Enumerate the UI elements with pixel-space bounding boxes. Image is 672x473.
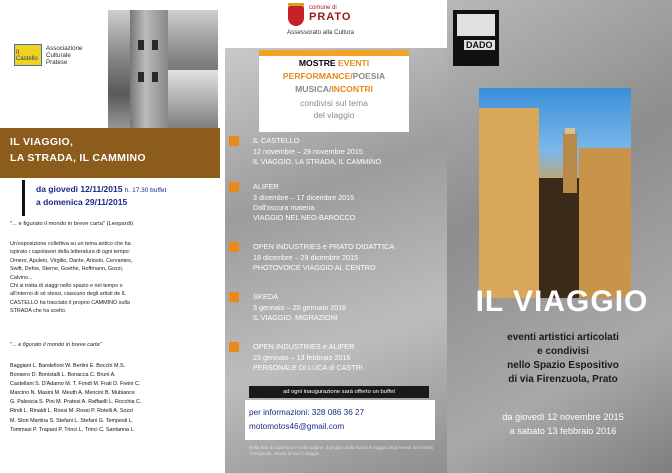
body-line: Un'esposizione collettiva su un tema antico che ha	[10, 241, 131, 247]
event-time: h. 17.30 buffet	[124, 187, 167, 194]
date-accent-bar	[22, 180, 25, 216]
info-email-link[interactable]: motomotos46@gmail.com	[249, 422, 345, 431]
event-extra: VIAGGIO NEL NEO-BAROCCO	[253, 213, 356, 222]
promo-word: POESIA	[352, 71, 386, 81]
prato-header	[225, 0, 447, 48]
logo-label: Il Castello	[16, 50, 38, 62]
right-line-3: nello Spazio Espositivo	[507, 360, 619, 371]
photo-tower-shape	[130, 10, 168, 130]
right-date-from: da giovedì 12 novembre 2015	[502, 412, 624, 422]
assoc-line-3: Pratese	[46, 59, 68, 66]
artist-names	[10, 362, 220, 435]
street-photo-color	[479, 88, 631, 298]
right-date-to: a sabato 13 febbraio 2016	[509, 426, 617, 436]
promo-word-accent: INCONTRI	[331, 84, 373, 94]
promo-word-accent: EVENTI	[338, 58, 370, 68]
event-marker	[229, 182, 239, 192]
promo-word: MOSTRE	[298, 58, 339, 68]
names-line: M. Stori Martina S. Stefani L. Stefani G. Tempesti L.	[10, 417, 134, 424]
names-line: Tommasi P. Trapani P. Trinci L. Trinci C. Santanna L.	[10, 426, 136, 433]
event-title: IL CASTELLO	[253, 136, 300, 145]
leopardi-quote: "... e figurato il mondo in breve carta" (Leopardi)	[10, 221, 134, 227]
event-subtitle: IL VIAGGIO, LA STRADA, IL CAMMINO	[253, 157, 382, 166]
association-name	[46, 45, 82, 66]
photo-window	[152, 72, 158, 82]
body-line: STRADA che ha scelto.	[10, 308, 67, 315]
left-title-line-2: LA STRADA, IL CAMMINO	[10, 152, 146, 164]
event-subtitle: IL VIAGGIO, MIGRAZIONI	[253, 313, 338, 322]
body-line: all'interno di sé stessi, ciascuno degli artisti de IL	[10, 291, 127, 298]
left-panel	[0, 0, 225, 473]
promo-line-4: condivisi sul tema	[300, 98, 368, 108]
body-line: Swift, Defoe, Sterne, Goethe, Hoffmann, Gozzi,	[10, 266, 124, 273]
castello-logo-icon	[14, 44, 42, 66]
event-title: OPEN INDUSTRIES e ALIFER	[253, 342, 355, 351]
event-marker	[229, 242, 239, 252]
promo-line-5: del viaggio	[313, 110, 355, 120]
city-name: PRATO	[309, 11, 352, 23]
photo-window	[138, 40, 144, 50]
promo-accent-bar	[259, 50, 409, 56]
event-title: SKEDA	[253, 292, 279, 301]
photo-window	[138, 72, 144, 82]
promo-line-2	[259, 71, 409, 81]
dado-cube-logo	[453, 10, 499, 66]
promo-box	[259, 50, 409, 132]
event-subtitle: PERSONALE DI LUCA di CASTRI	[253, 363, 363, 372]
event-subtitle: Dall'oscura materia	[253, 203, 315, 212]
event-title: ALIFER	[253, 182, 279, 191]
photo-shadow	[539, 178, 579, 298]
left-subhead: "... e figurato il mondo in breve carta"	[10, 342, 102, 348]
middle-panel	[225, 0, 447, 473]
footnote: Nella foto di copertina e nelle pagine, il gruppo della rivista il viaggio degli eventi del vestivi. Torregarde, strada di san il viaggio	[249, 445, 435, 456]
right-line-1: eventi artistici articolati	[507, 332, 619, 343]
right-line-2: e condivisi	[537, 346, 589, 357]
names-line: Castellani S. D'Adamo M. T. Fondi M. Frati D. Freini C.	[10, 381, 141, 388]
info-box	[245, 400, 435, 440]
event-marker	[229, 292, 239, 302]
event-dates: 23 gennaio – 13 febbraio 2016	[253, 353, 351, 362]
assessorato-label: Assessorato alla Cultura	[287, 29, 355, 36]
photo-building-right	[579, 148, 631, 298]
names-line: Baggiani L. Bandelloni W. Bertini E. Bocchi M.S.	[10, 363, 126, 369]
promo-line-3	[259, 84, 409, 94]
body-line: Omero, Apuleio, Virgilio, Dante, Ariosto, Cervantes,	[10, 257, 133, 264]
event-title: OPEN INDUSTRIES e PRATO DIDATTICA	[253, 242, 395, 251]
photo-tower-top	[565, 128, 575, 134]
info-phone[interactable]: per informazioni: 328 086 36 27	[249, 408, 365, 417]
event-dates: 3 dicembre – 17 dicembre 2015	[253, 193, 355, 202]
photo-window	[152, 40, 158, 50]
promo-word: MUSICA/	[295, 84, 332, 94]
event-marker	[229, 342, 239, 352]
dado-label: DADO	[466, 40, 493, 50]
street-photo-bw	[108, 10, 218, 130]
event-dates: 3 gennaio – 20 gennaio 2016	[253, 303, 347, 312]
event-subtitle: PHOTOVOICE VIAGGIO AL CENTRO	[253, 263, 376, 272]
left-title-band	[0, 128, 220, 178]
photo-street-shape	[168, 70, 218, 130]
right-line-4: di via Firenzuola, Prato	[508, 374, 618, 385]
body-line: Calvino...	[10, 274, 33, 281]
names-line: Rindi L. Rinaldi L. Rossi M. Rossi P. Rotelli A. Sozzi	[10, 408, 134, 415]
body-line: ispirato i capolavori della letteratura di ogni tempo:	[10, 249, 131, 256]
promo-word-accent: PERFORMANCE/	[282, 71, 353, 81]
prato-crest-icon	[288, 6, 304, 26]
event-marker	[229, 136, 239, 146]
left-body-text	[10, 240, 218, 316]
cube-face-icon	[457, 14, 495, 36]
photo-bell-tower	[563, 133, 577, 193]
event-dates: 12 novembre – 29 novembre 2015	[253, 147, 363, 156]
comune-label: comune di	[309, 5, 337, 11]
body-line: Chi si tratta di viaggi nello spazio e nel tempo o	[10, 283, 123, 290]
date-from-text: da giovedì 12/11/2015	[36, 184, 123, 194]
main-title: IL VIAGGIO	[475, 285, 649, 318]
names-line: G. Palescia S. Pini M. Pratesi A. Raffaelli L. Rocchia C.	[10, 399, 142, 406]
event-dates: 18 dicembre – 29 dicembre 2015	[253, 253, 359, 262]
names-line: Marcino N. Masini M. Meuth A. Mencini B. Mubiance	[10, 390, 135, 397]
inauguration-note: ad ogni inaugurazione sarà offerto un buffet	[249, 386, 429, 398]
body-line: CASTELLO ha tracciato il proprio CAMMINO sulla	[10, 299, 130, 306]
association-logo	[14, 44, 104, 68]
right-panel	[447, 0, 672, 473]
names-line: Bonsero D. Bonistalli L. Bonacca C. Bruni A.	[10, 372, 116, 379]
promo-line-1	[259, 58, 409, 68]
assoc-line-2: Culturale	[46, 52, 71, 59]
assoc-line-1: Associazione	[46, 45, 83, 52]
left-date-to: a domenica 29/11/2015	[36, 197, 128, 207]
photo-building-left	[479, 108, 539, 298]
left-title-line-1: IL VIAGGIO,	[10, 136, 74, 148]
left-date-from	[36, 184, 166, 194]
